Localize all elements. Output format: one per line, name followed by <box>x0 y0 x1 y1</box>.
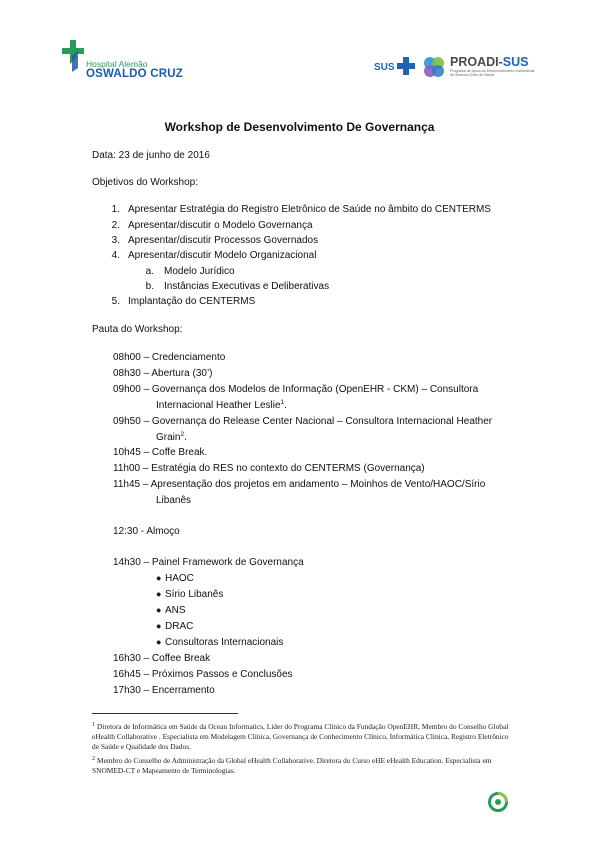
agenda-item: 16h45 – Próximos Passos e Conclusões <box>113 669 293 680</box>
agenda-item: 11h00 – Estratégia do RES no contexto do CENTERMS (Governança) <box>113 463 425 474</box>
agenda-item: 12:30 - Almoço <box>113 526 180 537</box>
agenda-item-continuation: Grain$^2$. <box>156 431 187 443</box>
agenda-item: 08h00 – Credenciamento <box>113 352 226 363</box>
agenda-item: 09h00 – Governança dos Modelos de Informação (OpenEHR - CKM) – Consultora <box>113 384 479 395</box>
proadi-title: PROADI-SUS <box>450 55 529 69</box>
agenda-heading: Pauta do Workshop: <box>92 324 183 335</box>
bullet-icon: ● <box>156 605 162 615</box>
sus-label: SUS <box>374 62 395 73</box>
objective-number: 1. <box>111 204 120 215</box>
objective-number: 2. <box>111 220 120 231</box>
objective-item: Apresentar Estratégia do Registro Eletrônico de Saúde no âmbito do CENTERMS <box>128 204 491 215</box>
objectives-heading: Objetivos do Workshop: <box>92 177 198 188</box>
haoc-logo <box>58 38 183 86</box>
date-line: Data: 23 de junho de 2016 <box>92 150 210 161</box>
agenda-item: 14h30 – Painel Framework de Governança <box>113 557 304 568</box>
objective-item: Apresentar/discutir o Modelo Governança <box>128 220 313 231</box>
panel-item: Consultoras Internacionais <box>165 637 284 648</box>
objective-number: 5. <box>111 296 120 307</box>
bullet-icon: ● <box>156 621 162 631</box>
objective-number: 4. <box>111 250 120 261</box>
objective-number: 3. <box>111 235 120 246</box>
panel-item: DRAC <box>165 621 194 632</box>
objective-item: Implantação do CENTERMS <box>128 296 256 307</box>
sus-cross-icon <box>396 56 416 76</box>
page-title: Workshop de Desenvolvimento De Governança <box>164 120 435 134</box>
agenda-item: 09h50 – Governança do Release Center Nacional – Consultora Internacional Heather <box>113 416 493 427</box>
bullet-icon: ● <box>156 573 162 583</box>
agenda-item-continuation: Libanês <box>156 495 192 506</box>
footnote-1: $^1$ Diretora de Informática em Saúde da Ocean Informatics, Líder do Programa Clínico da Fundação OpenEHR, Membro do Conselho Global eHealth Collaborative . Especialista em Modelagem Clínica, Governança de Conhecimento Clínico, Informática Clínica, Registro Eletrônico de Saúde e Qualidade dos Dados. <box>92 722 509 751</box>
proadi-mark-icon <box>421 54 447 80</box>
agenda-item: 08h30 – Abertura (30’) <box>113 368 213 379</box>
footnote-2: $^2$ Membro do Conselho de Administração da Global eHealth Collaborative. Diretora do Curso eHE eHealth Education. Especialista em SNOMED-CT e Mapeamento de Terminologias. <box>92 756 492 775</box>
footnote-ref: 2 <box>180 431 185 438</box>
agenda-item-continuation: Internacional Heather Leslie$^1$. <box>156 399 287 411</box>
agenda-item: 16h30 – Coffee Break <box>113 653 211 664</box>
objective-item: Apresentar/discutir Processos Governados <box>128 235 319 246</box>
panel-item: HAOC <box>165 573 194 584</box>
haoc-line2: OSWALDO CRUZ <box>86 68 183 80</box>
panel-item: Sírio Libanês <box>165 589 224 600</box>
sub-objective-letter: a. <box>145 266 154 277</box>
objective-item: Apresentar/discutir Modelo Organizacional <box>128 250 317 261</box>
footer-logo-icon <box>487 791 509 813</box>
proadi-subtitle: Programa de Apoio ao Desenvolvimento Institucional do Sistema Único de Saúde <box>450 69 535 78</box>
haoc-line1: Hospital Alemão <box>86 59 148 69</box>
agenda-item: 11h45 – Apresentação dos projetos em andamento – Moinhos de Vento/HAOC/Sírio <box>113 479 486 490</box>
footnote-ref: 1 <box>280 399 285 406</box>
agenda-item: 10h45 – Coffe Break. <box>113 447 208 458</box>
agenda-item: 17h30 – Encerramento <box>113 685 215 696</box>
bullet-icon: ● <box>156 637 162 647</box>
bullet-icon: ● <box>156 589 162 599</box>
sub-objective-letter: b. <box>145 281 154 292</box>
footnote-divider <box>92 713 238 714</box>
proadi-sus-logo <box>374 54 534 82</box>
sub-objective-item: Instâncias Executivas e Deliberativas <box>164 281 330 292</box>
sub-objective-item: Modelo Jurídico <box>164 266 235 277</box>
panel-item: ANS <box>165 605 186 616</box>
